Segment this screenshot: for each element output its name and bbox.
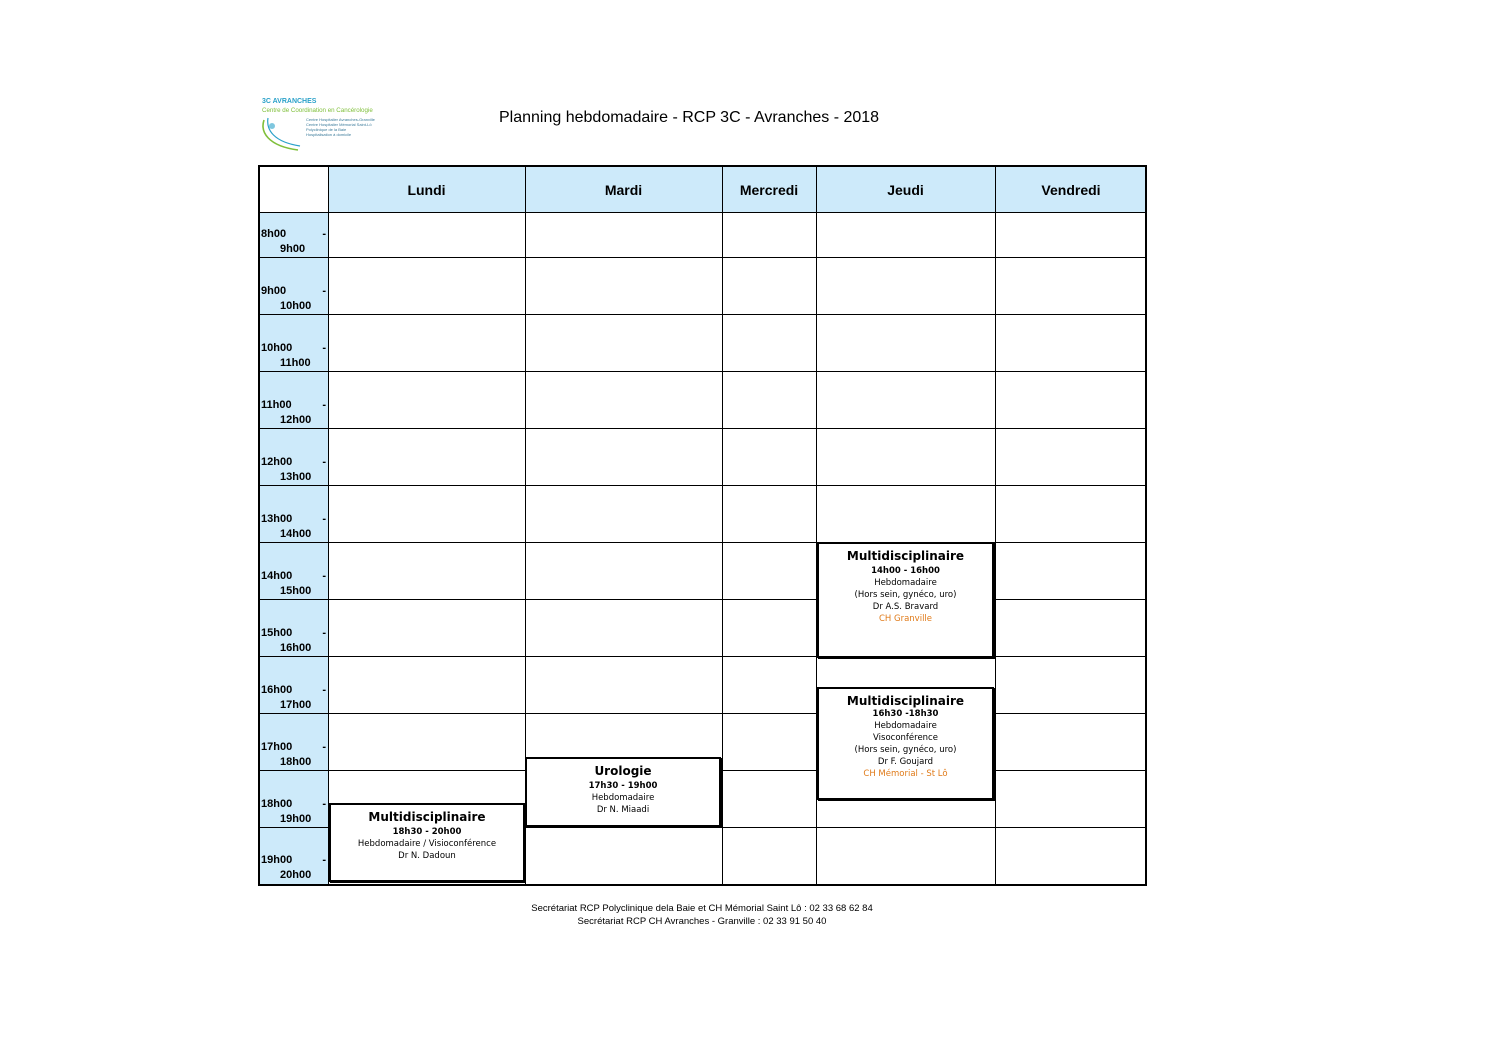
event-detail: Hebdomadaire: [874, 721, 937, 731]
time-slot: [260, 600, 328, 656]
event-detail: Visoconférence: [873, 733, 938, 743]
time-slot: [260, 429, 328, 485]
slot-dash: -: [322, 627, 326, 639]
event-detail: Hebdomadaire / Visioconférence: [357, 839, 497, 849]
grid-line: [260, 656, 1147, 657]
event-time: 14h00 - 16h00: [871, 566, 940, 576]
event-title: Multidisciplinaire: [368, 810, 486, 824]
grid-line: [260, 314, 1147, 315]
event-jeudi-multidisciplinaire-1: [817, 542, 994, 658]
slot-end: 17h00: [280, 699, 312, 711]
grid-line: [260, 371, 1147, 372]
time-slot: [260, 372, 328, 428]
slot-start: 9h00: [261, 285, 287, 297]
time-slot: [260, 315, 328, 371]
slot-dash: -: [322, 798, 326, 810]
grid-line: [722, 167, 723, 886]
logo-lines: [306, 117, 375, 137]
time-slot: [260, 486, 328, 542]
event-detail: Hebdomadaire: [874, 578, 937, 588]
slot-dash: -: [322, 342, 326, 354]
slot-start: 10h00: [261, 342, 293, 354]
footer-line-1: Secrétariat RCP Polyclinique dela Baie et CH Mémorial Saint Lô : 02 33 68 62 84: [531, 903, 873, 914]
logo-sub-line: Polyclinique de la Baie: [306, 127, 347, 132]
slot-end: 18h00: [280, 756, 312, 768]
logo-sub-line: Hospitalisation à domicile: [306, 132, 352, 137]
grid-line: [260, 257, 1147, 258]
grid-line: [260, 212, 1147, 213]
time-slot: [260, 657, 328, 713]
time-slot: [260, 543, 328, 599]
time-slot: [260, 828, 328, 886]
page-title: Planning hebdomadaire - RCP 3C - Avranches - 2018: [499, 109, 880, 126]
event-detail: Dr N. Dadoun: [398, 851, 456, 861]
slot-start: 18h00: [261, 798, 293, 810]
slot-dash: -: [322, 854, 326, 866]
event-title: Urologie: [594, 764, 652, 778]
event-location: CH Mémorial - St Lô: [863, 769, 948, 779]
event-time: 17h30 - 19h00: [588, 781, 658, 791]
slot-dash: -: [322, 741, 326, 753]
grid-line: [328, 167, 329, 886]
logo: [258, 98, 388, 154]
event-time: 16h30 -18h30: [872, 709, 939, 719]
slot-dash: -: [322, 684, 326, 696]
slot-start: 14h00: [261, 570, 293, 582]
event-time: 18h30 - 20h00: [392, 827, 462, 837]
slot-start: 15h00: [261, 627, 293, 639]
slot-end: 20h00: [280, 869, 312, 881]
slot-dash: -: [322, 513, 326, 525]
slot-dash: -: [322, 228, 326, 240]
day-header-mardi: Mardi: [525, 167, 722, 212]
slot-start: 8h00: [261, 228, 287, 240]
event-location: CH Granville: [878, 614, 933, 624]
event-title: Multidisciplinaire: [846, 549, 965, 563]
logo-line-1: 3C AVRANCHES: [262, 98, 317, 105]
grid-line: [260, 428, 1147, 429]
slot-end: 9h00: [280, 243, 306, 255]
slot-end: 16h00: [280, 642, 312, 654]
slot-start: 17h00: [261, 741, 293, 753]
event-detail: Dr A.S. Bravard: [872, 602, 939, 612]
day-header-lundi: Lundi: [328, 167, 525, 212]
slot-dash: -: [322, 399, 326, 411]
logo-swoosh-icon: [258, 114, 304, 154]
slot-end: 11h00: [280, 357, 311, 369]
slot-end: 12h00: [280, 414, 312, 426]
logo-sub-line: Centre Hospitalier Avranches-Granville: [306, 117, 375, 122]
event-detail: Dr N. Miaadi: [596, 805, 650, 815]
time-slot: [260, 258, 328, 314]
slot-start: 16h00: [261, 684, 293, 696]
time-slot: [260, 771, 328, 827]
slot-end: 10h00: [280, 300, 312, 312]
slot-dash: -: [322, 570, 326, 582]
day-header-mercredi: Mercredi: [722, 167, 816, 212]
slot-start: 13h00: [261, 513, 293, 525]
footer-line-2: Secrétariat RCP CH Avranches - Granville : 02 33 91 50 40: [577, 916, 827, 927]
slot-start: 12h00: [261, 456, 293, 468]
slot-end: 14h00: [280, 528, 312, 540]
slot-start: 11h00: [261, 399, 292, 411]
event-detail: Hebdomadaire: [591, 793, 655, 803]
grid-line: [260, 542, 1147, 543]
event-title: Multidisciplinaire: [846, 694, 965, 708]
slot-end: 15h00: [280, 585, 312, 597]
event-jeudi-multidisciplinaire-2: [817, 687, 994, 800]
day-header-jeudi: Jeudi: [816, 167, 995, 212]
grid-line: [260, 713, 1147, 714]
slot-dash: -: [322, 285, 326, 297]
event-detail: (Hors sein, gynéco, uro): [854, 745, 957, 755]
grid-line: [260, 485, 1147, 486]
slot-end: 19h00: [280, 813, 312, 825]
event-detail: (Hors sein, gynéco, uro): [854, 590, 957, 600]
footer: [0, 902, 1404, 928]
slot-end: 13h00: [280, 471, 312, 483]
day-header-vendredi: Vendredi: [995, 167, 1147, 212]
logo-line-2: Centre de Coordination en Cancérologie: [262, 107, 373, 114]
grid-line: [260, 599, 1147, 600]
schedule-table: [258, 165, 1147, 886]
event-lundi-multidisciplinaire: [329, 803, 525, 882]
logo-sub-line: Centre Hospitalier Mémorial Saint-Lô: [306, 122, 372, 127]
slot-start: 19h00: [261, 854, 293, 866]
time-slot: [260, 714, 328, 770]
event-detail: Dr F. Goujard: [877, 757, 934, 767]
slot-dash: -: [322, 456, 326, 468]
time-slot: [260, 213, 328, 257]
event-mardi-urologie: [525, 757, 721, 827]
grid-line: [995, 167, 996, 886]
